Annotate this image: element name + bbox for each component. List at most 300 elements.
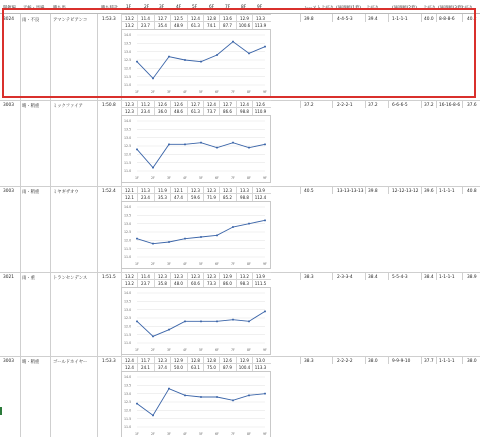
lap-cell[interactable]: 12.6 xyxy=(154,101,170,108)
cumulative-cell[interactable]: 75.0 xyxy=(203,364,219,371)
chart-y-tick: 12.5 xyxy=(124,400,132,405)
column-divider xyxy=(388,186,389,194)
header-4f[interactable]: 4F xyxy=(176,5,182,10)
time-cell[interactable]: 1:53.3 xyxy=(102,359,116,364)
winner-cell[interactable]: ミヤギザオウ xyxy=(53,190,79,195)
cumulative-cell[interactable]: 71.9 xyxy=(203,194,219,201)
chart-x-tick: 1F xyxy=(135,262,139,266)
header-time[interactable]: 勝ち時計 xyxy=(101,6,119,11)
column-divider xyxy=(462,14,463,22)
position-1st-cell[interactable]: 2-3-3-4 xyxy=(337,275,353,280)
chart-x-tick: 8F xyxy=(247,176,251,180)
lap-cell[interactable]: 12.6 xyxy=(170,101,186,108)
chart-x-tick: 4F xyxy=(183,432,187,436)
chart-x-tick: 1F xyxy=(135,90,139,94)
lap-cell[interactable]: 12.9 xyxy=(219,273,235,280)
position-2nd-cell[interactable]: 12-12-13-12 xyxy=(392,189,419,194)
lap-cell[interactable]: 12.5 xyxy=(170,15,186,22)
chart-x-tick: 6F xyxy=(215,176,219,180)
chart-y-tick: 12.5 xyxy=(124,144,132,149)
last-3f-cell[interactable]: 37.2 xyxy=(304,103,314,108)
cumulative-cell[interactable]: 48.9 xyxy=(170,22,186,29)
position-2nd-cell[interactable]: 6-6-6-5 xyxy=(392,103,408,108)
lap-cell[interactable]: 12.3 xyxy=(187,273,203,280)
column-divider xyxy=(300,14,301,22)
chart-x-tick: 9F xyxy=(263,432,267,436)
row-marker xyxy=(0,407,2,415)
header-pos1[interactable]: (通過順(1着) xyxy=(336,6,361,11)
chart-x-tick: 7F xyxy=(231,432,235,436)
lap-cell[interactable]: 12.3 xyxy=(121,101,137,108)
lap-point xyxy=(152,243,154,245)
chart-x-tick: 9F xyxy=(263,176,267,180)
lap-cell[interactable]: 12.7 xyxy=(154,15,170,22)
condition-cell[interactable]: 晴・稍重 xyxy=(22,360,40,365)
cumulative-cell[interactable]: 23.7 xyxy=(137,22,153,29)
lap-cell[interactable]: 12.1 xyxy=(170,187,186,194)
cumulative-cell[interactable]: 23.4 xyxy=(137,108,153,115)
chart-y-tick: 11.0 xyxy=(124,169,132,174)
closing-2nd-cell[interactable]: 40.0 xyxy=(424,17,434,22)
chart-y-tick: 12.5 xyxy=(124,316,132,321)
chart-x-tick: 6F xyxy=(215,262,219,266)
chart-x-tick: 5F xyxy=(199,432,203,436)
cumulative-cell[interactable]: 85.2 xyxy=(219,194,235,201)
lap-cell[interactable]: 13.0 xyxy=(252,357,268,364)
lap-point xyxy=(152,414,154,416)
chart-y-tick: 12.0 xyxy=(124,408,132,413)
header-3f[interactable]: 3F xyxy=(159,5,165,10)
position-1st-cell[interactable]: 13-13-13-13 xyxy=(337,189,364,194)
chart-x-tick: 2F xyxy=(151,176,155,180)
cumulative-cell[interactable]: 98.3 xyxy=(236,280,252,287)
lap-chart-svg xyxy=(121,29,271,97)
lap-point xyxy=(152,77,154,79)
column-divider xyxy=(20,356,21,437)
cumulative-cell[interactable]: 61.3 xyxy=(187,108,203,115)
chart-frame xyxy=(122,30,271,97)
lap-point xyxy=(184,238,186,240)
lap-cell[interactable]: 12.9 xyxy=(236,15,252,22)
lap-cell[interactable]: 12.3 xyxy=(203,187,219,194)
cumulative-cell[interactable]: 87.7 xyxy=(219,22,235,29)
cumulative-cell[interactable]: 113.3 xyxy=(252,364,268,371)
position-1st-cell[interactable]: 2-2-2-2 xyxy=(337,359,353,364)
column-divider xyxy=(97,100,98,186)
venue-cell[interactable]: 3003 xyxy=(3,189,14,194)
chart-x-tick: 2F xyxy=(151,90,155,94)
column-divider xyxy=(421,100,422,108)
race-block xyxy=(0,186,480,272)
cumulative-cell[interactable]: 100.6 xyxy=(236,22,252,29)
column-divider xyxy=(20,100,21,186)
chart-x-tick: 6F xyxy=(215,432,219,436)
chart-x-tick: 2F xyxy=(151,432,155,436)
column-divider xyxy=(50,186,51,272)
column-divider xyxy=(436,272,437,280)
cumulative-cell[interactable]: 98.8 xyxy=(236,194,252,201)
chart-y-tick: 14.0 xyxy=(124,291,132,296)
cumulative-cell[interactable]: 35.3 xyxy=(154,194,170,201)
chart-y-tick: 12.0 xyxy=(124,152,132,157)
condition-cell[interactable]: 雨・不良 xyxy=(22,18,40,23)
column-divider xyxy=(300,100,301,108)
column-divider xyxy=(50,272,51,358)
column-divider xyxy=(20,14,21,100)
lap-chart xyxy=(121,201,271,269)
race-block xyxy=(0,356,480,437)
cumulative-cell[interactable]: 12.1 xyxy=(121,194,137,201)
time-cell[interactable]: 1:50.8 xyxy=(102,103,116,108)
cumulative-cell[interactable]: 112.4 xyxy=(252,194,268,201)
cumulative-cell[interactable]: 12.3 xyxy=(121,108,137,115)
cumulative-cell[interactable]: 86.6 xyxy=(219,108,235,115)
lap-cell[interactable]: 12.4 xyxy=(187,15,203,22)
cumulative-cell[interactable]: 87.9 xyxy=(219,364,235,371)
last-3f-cell[interactable]: 39.8 xyxy=(304,17,314,22)
cumulative-cell[interactable]: 98.8 xyxy=(236,108,252,115)
chart-x-tick: 3F xyxy=(167,432,171,436)
cumulative-cell[interactable]: 100.4 xyxy=(236,364,252,371)
column-divider xyxy=(97,14,98,100)
column-divider xyxy=(388,356,389,364)
last-3f-cell[interactable]: 38.3 xyxy=(304,359,314,364)
closing-1st-cell[interactable]: 39.8 xyxy=(368,189,378,194)
lap-chart-svg xyxy=(121,371,271,437)
cumulative-cell[interactable]: 59.6 xyxy=(187,194,203,201)
header-pos2[interactable]: (通過順(2着) xyxy=(392,6,417,11)
cumulative-row xyxy=(121,363,271,370)
column-divider xyxy=(300,356,301,364)
header-6f[interactable]: 6F xyxy=(209,5,215,10)
lap-chart-svg xyxy=(121,287,271,355)
position-3rd-cell[interactable]: 8-8-8-6 xyxy=(439,17,455,22)
closing-3rd-cell[interactable]: 37.6 xyxy=(467,103,477,108)
condition-cell[interactable]: 晴・稍重 xyxy=(22,104,40,109)
lap-cell[interactable]: 13.2 xyxy=(121,15,137,22)
chart-x-tick: 1F xyxy=(135,348,139,352)
lap-point xyxy=(232,226,234,228)
cumulative-cell[interactable]: 12.4 xyxy=(121,364,137,371)
lap-cell[interactable]: 12.6 xyxy=(252,101,268,108)
cumulative-cell[interactable]: 35.4 xyxy=(154,22,170,29)
header-venue[interactable]: 開催場 xyxy=(3,6,16,11)
lap-point xyxy=(152,167,154,169)
chart-y-tick: 11.5 xyxy=(124,246,132,251)
chart-y-tick: 11.0 xyxy=(124,255,132,260)
cumulative-cell[interactable]: 63.1 xyxy=(187,364,203,371)
header-pos3[interactable]: (通過順(3着) xyxy=(438,6,463,11)
cumulative-cell[interactable]: 35.8 xyxy=(154,280,170,287)
lap-point xyxy=(152,335,154,337)
lap-cell[interactable]: 12.8 xyxy=(203,15,219,22)
chart-y-tick: 11.5 xyxy=(124,160,132,165)
lap-row xyxy=(121,186,271,193)
cumulative-cell[interactable]: 13.2 xyxy=(121,280,137,287)
winner-cell[interactable]: ゴールドホイヤー xyxy=(53,360,88,365)
lap-chart xyxy=(121,371,271,437)
chart-x-tick: 5F xyxy=(199,176,203,180)
lap-point xyxy=(136,320,138,322)
lap-cell[interactable]: 12.9 xyxy=(236,357,252,364)
winner-cell[interactable]: アマンテビアンコ xyxy=(53,18,88,23)
header-5f[interactable]: 5F xyxy=(192,5,198,10)
cumulative-row xyxy=(121,21,271,28)
lap-cell[interactable]: 12.7 xyxy=(219,101,235,108)
race-block xyxy=(0,272,480,358)
lap-point xyxy=(168,241,170,243)
column-divider xyxy=(332,356,333,364)
lap-cell[interactable]: 11.4 xyxy=(137,15,153,22)
header-winner[interactable]: 勝ち馬 xyxy=(53,6,66,11)
lap-point xyxy=(248,394,250,396)
lap-cell[interactable]: 12.6 xyxy=(219,357,235,364)
chart-x-tick: 4F xyxy=(183,176,187,180)
venue-cell[interactable]: 3003 xyxy=(3,103,14,108)
lap-cell[interactable]: 12.4 xyxy=(121,357,137,364)
chart-x-tick: 4F xyxy=(183,348,187,352)
cumulative-cell[interactable]: 111.5 xyxy=(252,280,268,287)
lap-cell[interactable]: 12.4 xyxy=(203,101,219,108)
column-divider xyxy=(97,272,98,358)
chart-x-tick: 7F xyxy=(231,90,235,94)
lap-cell[interactable]: 12.8 xyxy=(187,357,203,364)
closing-2nd-cell[interactable]: 37.7 xyxy=(424,359,434,364)
lap-point xyxy=(136,403,138,405)
closing-2nd-cell[interactable]: 39.6 xyxy=(424,189,434,194)
chart-y-tick: 13.0 xyxy=(124,135,132,140)
lap-point xyxy=(216,396,218,398)
lap-point xyxy=(168,388,170,390)
chart-y-tick: 13.5 xyxy=(124,213,132,218)
lap-point xyxy=(232,399,234,401)
lap-cell[interactable]: 11.7 xyxy=(137,357,153,364)
column-divider xyxy=(20,186,21,272)
column-divider xyxy=(50,356,51,437)
cumulative-cell[interactable]: 36.0 xyxy=(154,108,170,115)
chart-x-tick: 3F xyxy=(167,348,171,352)
cumulative-cell[interactable]: 74.1 xyxy=(203,22,219,29)
chart-x-tick: 5F xyxy=(199,90,203,94)
lap-point xyxy=(136,148,138,150)
header-8f[interactable]: 8F xyxy=(241,5,247,10)
column-divider xyxy=(365,356,366,364)
lap-cell[interactable]: 12.1 xyxy=(121,187,137,194)
cumulative-cell[interactable]: 24.1 xyxy=(137,364,153,371)
lap-cell[interactable]: 13.2 xyxy=(121,273,137,280)
venue-cell[interactable]: 3021 xyxy=(3,275,14,280)
lap-cell[interactable]: 12.3 xyxy=(170,273,186,280)
position-3rd-cell[interactable]: 1-1-1-1 xyxy=(439,275,455,280)
header-1f[interactable]: 1F xyxy=(126,5,132,10)
last-3f-cell[interactable]: 38.3 xyxy=(304,275,314,280)
chart-y-tick: 11.0 xyxy=(124,341,132,346)
lap-cell[interactable]: 13.3 xyxy=(236,187,252,194)
column-divider xyxy=(421,356,422,364)
cumulative-cell[interactable]: 23.4 xyxy=(137,194,153,201)
lap-cell[interactable]: 12.9 xyxy=(170,357,186,364)
position-2nd-cell[interactable]: 5-5-4-3 xyxy=(392,275,408,280)
header-up2[interactable]: 上がり xyxy=(423,6,436,11)
cumulative-cell[interactable]: 73.7 xyxy=(203,108,219,115)
chart-x-tick: 8F xyxy=(247,90,251,94)
header-up1[interactable]: 上がり xyxy=(366,6,379,11)
column-divider xyxy=(365,100,366,108)
lap-cell[interactable]: 12.3 xyxy=(203,273,219,280)
lap-cell[interactable]: 12.7 xyxy=(187,101,203,108)
lap-cell[interactable]: 12.3 xyxy=(154,357,170,364)
cumulative-cell[interactable]: 73.3 xyxy=(203,280,219,287)
column-divider xyxy=(332,186,333,194)
header-row xyxy=(0,0,480,14)
chart-y-tick: 12.0 xyxy=(124,324,132,329)
cumulative-cell[interactable]: 113.9 xyxy=(252,22,268,29)
column-divider xyxy=(97,356,98,437)
winner-cell[interactable]: トランセンデンス xyxy=(53,276,88,281)
cumulative-cell[interactable]: 48.6 xyxy=(170,108,186,115)
race-block xyxy=(0,14,480,100)
last-3f-cell[interactable]: 40.5 xyxy=(304,189,314,194)
closing-2nd-cell[interactable]: 37.2 xyxy=(424,103,434,108)
column-divider xyxy=(365,272,366,280)
lap-cell[interactable]: 11.2 xyxy=(137,101,153,108)
lap-cell[interactable]: 12.3 xyxy=(187,187,203,194)
column-divider xyxy=(462,272,463,280)
chart-y-tick: 14.0 xyxy=(124,375,132,380)
closing-3rd-cell[interactable]: 38.0 xyxy=(467,359,477,364)
chart-y-tick: 14.0 xyxy=(124,205,132,210)
chart-x-tick: 8F xyxy=(247,432,251,436)
chart-x-tick: 7F xyxy=(231,262,235,266)
column-divider xyxy=(421,272,422,280)
chart-y-tick: 13.5 xyxy=(124,299,132,304)
header-up3[interactable]: 上がり xyxy=(460,6,473,11)
venue-cell[interactable]: 3024 xyxy=(3,17,14,22)
chart-y-tick: 12.5 xyxy=(124,58,132,63)
lap-point xyxy=(264,219,266,221)
cumulative-cell[interactable]: 23.7 xyxy=(137,280,153,287)
lap-cell[interactable]: 12.4 xyxy=(236,101,252,108)
chart-y-tick: 13.0 xyxy=(124,221,132,226)
condition-cell[interactable]: 雨・重 xyxy=(22,276,35,281)
lap-cell[interactable]: 11.9 xyxy=(154,187,170,194)
position-3rd-cell[interactable]: 1-1-1-1 xyxy=(439,359,455,364)
lap-cell[interactable]: 13.6 xyxy=(219,15,235,22)
column-divider xyxy=(300,272,301,280)
closing-1st-cell[interactable]: 37.2 xyxy=(368,103,378,108)
lap-cell[interactable]: 12.3 xyxy=(154,273,170,280)
chart-x-tick: 6F xyxy=(215,90,219,94)
lap-row xyxy=(121,100,271,107)
chart-y-tick: 11.0 xyxy=(124,425,132,430)
lap-cell[interactable]: 13.2 xyxy=(236,273,252,280)
closing-1st-cell[interactable]: 38.4 xyxy=(368,275,378,280)
position-1st-cell[interactable]: 4-4-5-3 xyxy=(337,17,353,22)
time-cell[interactable]: 1:53.3 xyxy=(102,17,116,22)
lap-point xyxy=(264,310,266,312)
chart-frame xyxy=(122,202,271,269)
cumulative-cell[interactable]: 86.0 xyxy=(219,280,235,287)
lap-point xyxy=(232,319,234,321)
header-2f[interactable]: 2F xyxy=(144,5,150,10)
header-7f[interactable]: 7F xyxy=(225,5,231,10)
column-divider xyxy=(436,356,437,364)
lap-cell[interactable]: 11.4 xyxy=(137,273,153,280)
chart-frame xyxy=(122,116,271,183)
lap-point xyxy=(168,329,170,331)
lap-point xyxy=(216,54,218,56)
header-9f[interactable]: 9F xyxy=(257,5,263,10)
lap-point xyxy=(184,394,186,396)
cumulative-cell[interactable]: 47.4 xyxy=(170,194,186,201)
winner-cell[interactable]: ミックファイア xyxy=(53,104,83,109)
cumulative-row xyxy=(121,193,271,200)
position-3rd-cell[interactable]: 16-16-8-6 xyxy=(439,103,461,108)
lap-cell[interactable]: 13.9 xyxy=(252,187,268,194)
chart-x-tick: 5F xyxy=(199,348,203,352)
lap-cell[interactable]: 11.3 xyxy=(137,187,153,194)
closing-3rd-cell[interactable]: 40.2 xyxy=(467,17,477,22)
closing-1st-cell[interactable]: 38.0 xyxy=(368,359,378,364)
header-condition[interactable]: 天候・馬場 xyxy=(23,6,45,11)
closing-2nd-cell[interactable]: 38.4 xyxy=(424,275,434,280)
chart-x-tick: 4F xyxy=(183,90,187,94)
lap-cell[interactable]: 13.3 xyxy=(252,15,268,22)
column-divider xyxy=(332,14,333,22)
column-divider xyxy=(421,14,422,22)
chart-x-tick: 9F xyxy=(263,90,267,94)
lap-point xyxy=(200,142,202,144)
column-divider xyxy=(462,186,463,194)
closing-3rd-cell[interactable]: 40.8 xyxy=(467,189,477,194)
position-3rd-cell[interactable]: 1-1-1-1 xyxy=(439,189,455,194)
chart-x-tick: 3F xyxy=(167,176,171,180)
cumulative-cell[interactable]: 13.2 xyxy=(121,22,137,29)
time-cell[interactable]: 1:52.4 xyxy=(102,189,116,194)
position-1st-cell[interactable]: 2-2-2-1 xyxy=(337,103,353,108)
column-divider xyxy=(365,186,366,194)
chart-y-tick: 12.5 xyxy=(124,230,132,235)
position-2nd-cell[interactable]: 1-1-1-1 xyxy=(392,17,408,22)
header-last[interactable]: レースト上がり xyxy=(304,6,334,11)
cumulative-cell[interactable]: 110.9 xyxy=(252,108,268,115)
closing-3rd-cell[interactable]: 38.9 xyxy=(467,275,477,280)
lap-row xyxy=(121,14,271,21)
chart-x-tick: 2F xyxy=(151,348,155,352)
lap-cell[interactable]: 12.8 xyxy=(203,357,219,364)
lap-cell[interactable]: 13.9 xyxy=(252,273,268,280)
cumulative-cell[interactable]: 48.0 xyxy=(170,280,186,287)
closing-1st-cell[interactable]: 39.4 xyxy=(368,17,378,22)
cumulative-cell[interactable]: 50.0 xyxy=(170,364,186,371)
condition-cell[interactable]: 雨・稍重 xyxy=(22,190,40,195)
race-block xyxy=(0,100,480,186)
lap-point xyxy=(200,320,202,322)
cumulative-cell[interactable]: 60.6 xyxy=(187,280,203,287)
time-cell[interactable]: 1:51.5 xyxy=(102,275,116,280)
position-2nd-cell[interactable]: 9-9-9-10 xyxy=(392,359,411,364)
chart-x-tick: 1F xyxy=(135,432,139,436)
cumulative-cell[interactable]: 61.3 xyxy=(187,22,203,29)
chart-y-tick: 14.0 xyxy=(124,119,132,124)
venue-cell[interactable]: 3003 xyxy=(3,359,14,364)
lap-cell[interactable]: 12.3 xyxy=(219,187,235,194)
cumulative-cell[interactable]: 37.4 xyxy=(154,364,170,371)
column-divider xyxy=(50,14,51,100)
lap-point xyxy=(216,320,218,322)
lap-chart-svg xyxy=(121,201,271,269)
chart-x-tick: 8F xyxy=(247,348,251,352)
